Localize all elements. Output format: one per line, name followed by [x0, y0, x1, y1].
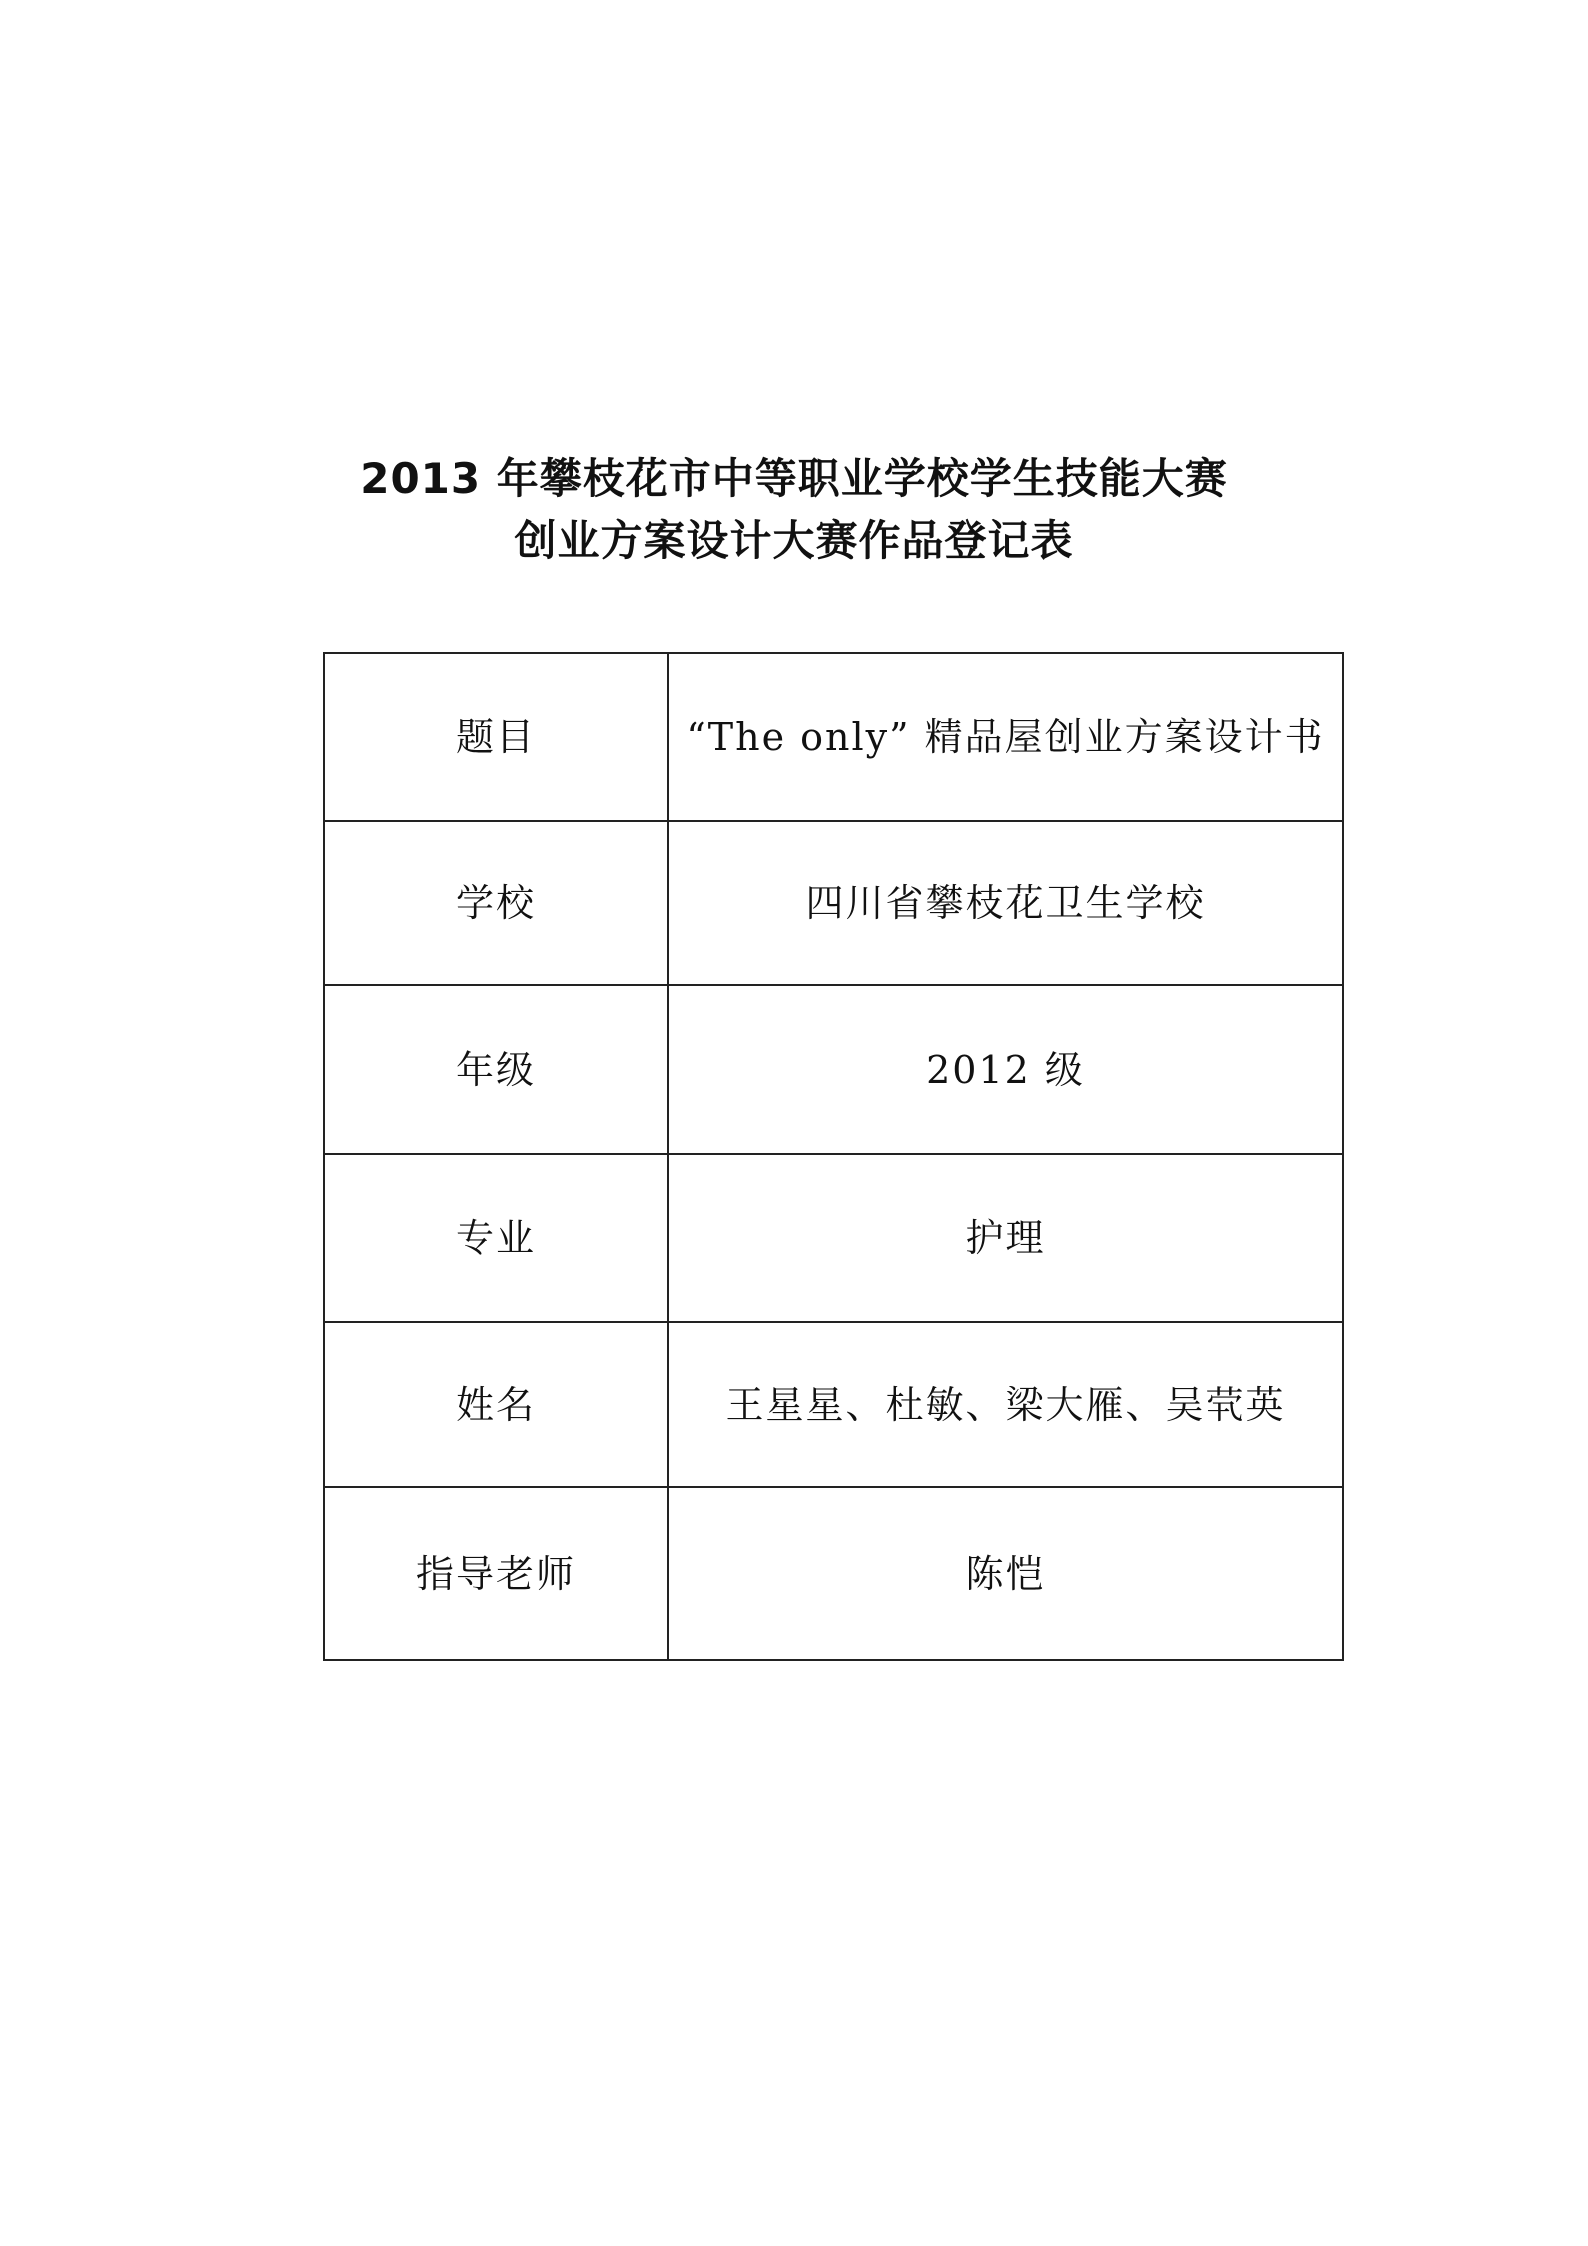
- value-names: 王星星、杜敏、梁大雁、吴茕英: [668, 1322, 1343, 1487]
- table-row-names: [324, 1322, 1343, 1487]
- document-subtitle: 创业方案设计大赛作品登记表: [514, 516, 1074, 565]
- value-school: 四川省攀枝花卫生学校: [668, 821, 1343, 985]
- table-row-advisor: [324, 1487, 1343, 1660]
- table-row-school: [324, 821, 1343, 985]
- value-advisor: 陈恺: [668, 1487, 1343, 1660]
- label-advisor: 指导老师: [324, 1487, 668, 1660]
- value-grade: 2012 级: [668, 985, 1343, 1154]
- value-topic: [668, 653, 1343, 821]
- document-header: [0, 448, 1588, 572]
- label-names: 姓名: [324, 1322, 668, 1487]
- label-topic: 题目: [324, 653, 668, 821]
- label-grade: 年级: [324, 985, 668, 1154]
- value-topic-text: “The only” 精品屋创业方案设计书: [686, 715, 1325, 759]
- value-major: 护理: [668, 1154, 1343, 1322]
- table-row-topic: [324, 653, 1343, 821]
- label-major: 专业: [324, 1154, 668, 1322]
- document-title: 2013 年攀枝花市中等职业学校学生技能大赛: [360, 454, 1228, 503]
- table-row-major: [324, 1154, 1343, 1322]
- label-school: 学校: [324, 821, 668, 985]
- registration-form-table: [323, 652, 1344, 1661]
- table-row-grade: [324, 985, 1343, 1154]
